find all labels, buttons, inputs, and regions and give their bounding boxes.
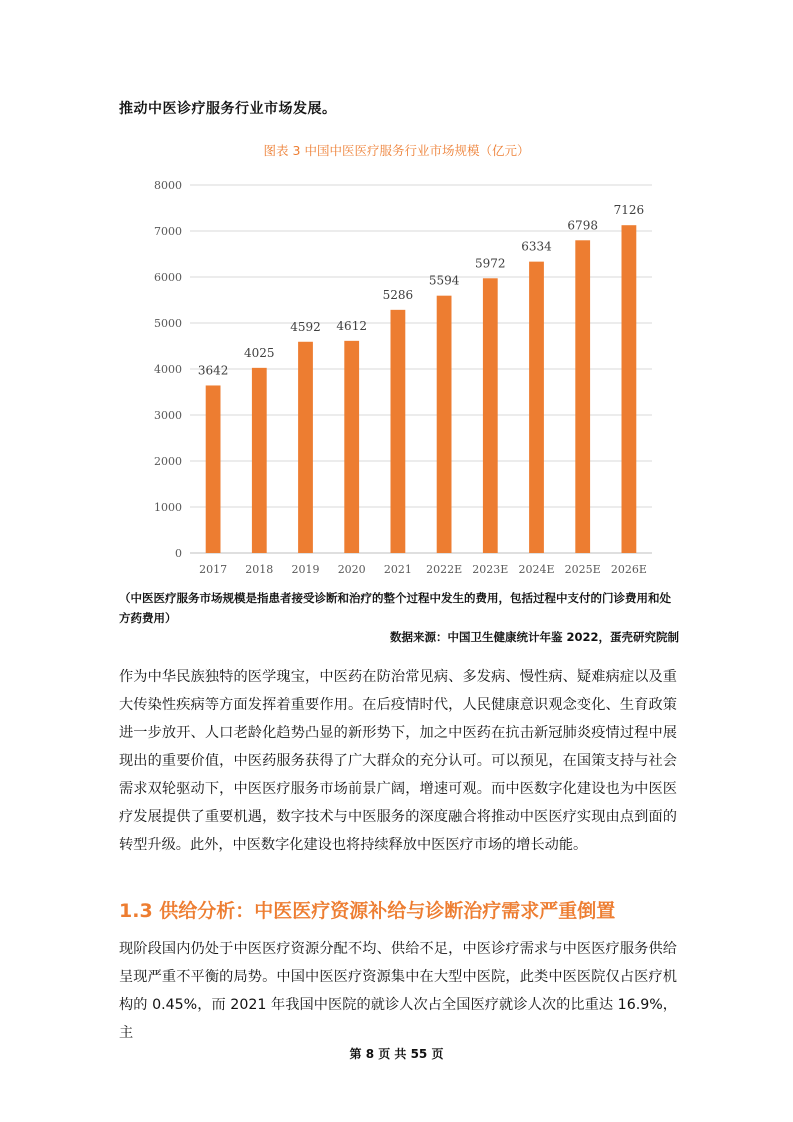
x-tick-label: 2023E: [472, 563, 509, 576]
data-label: 5972: [475, 256, 506, 271]
data-label: 4612: [336, 318, 367, 333]
bar: [344, 341, 359, 553]
y-tick-label: 2000: [154, 455, 182, 468]
bar: [575, 240, 590, 553]
section-heading: 1.3 供给分析：中医医疗资源补给与诊断治疗需求严重倒置: [119, 900, 616, 922]
data-label: 6334: [521, 239, 552, 254]
y-tick-label: 1000: [154, 501, 182, 514]
bar: [298, 342, 313, 553]
x-tick-label: 2019: [291, 563, 320, 576]
x-tick-label: 2022E: [426, 563, 463, 576]
figure-source: 数据来源：中国卫生健康统计年鉴 2022，蛋壳研究院制: [389, 630, 679, 644]
x-tick-label: 2024E: [518, 563, 555, 576]
bar: [391, 310, 406, 553]
data-label: 6798: [567, 218, 598, 233]
bar: [483, 278, 498, 553]
bar: [206, 385, 221, 553]
bar: [529, 262, 544, 553]
intro-line: 推动中医诊疗服务行业市场发展。: [119, 101, 337, 117]
y-tick-label: 6000: [154, 271, 182, 284]
y-tick-label: 3000: [154, 409, 182, 422]
bar: [622, 225, 637, 553]
data-label: 7126: [613, 203, 645, 218]
x-tick-label: 2018: [245, 563, 274, 576]
x-tick-label: 2026E: [610, 563, 647, 576]
y-tick-label: 7000: [154, 225, 182, 238]
x-tick-label: 2025E: [564, 563, 601, 576]
page-footer: 第 8 页 共 55 页: [349, 1047, 444, 1061]
bar: [437, 296, 452, 553]
y-tick-label: 4000: [154, 363, 182, 376]
figure-note: （中医医疗服务市场规模是指患者接受诊断和治疗的整个过程中发生的费用，包括过程中支付的门诊费用和处方药费用）: [119, 591, 671, 625]
figure-caption: 图表 3 中国中医医疗服务行业市场规模（亿元）: [263, 143, 530, 158]
data-label: 3642: [197, 363, 229, 378]
bar-chart: [110, 170, 670, 580]
data-label: 4025: [244, 345, 275, 360]
data-label: 5286: [382, 287, 414, 302]
data-label: 5594: [428, 273, 460, 288]
x-tick-label: 2017: [199, 563, 228, 576]
x-tick-label: 2021: [383, 563, 412, 576]
bar: [252, 368, 267, 553]
y-tick-label: 5000: [154, 317, 182, 330]
data-label: 4592: [290, 319, 321, 334]
body-paragraph-2: 现阶段国内仍处于中医医疗资源分配不均、供给不足，中医诊疗需求与中医医疗服务供给呈现严重不平衡的局势。中国中医医疗资源集中在大型中医院，此类中医医院仅占医疗机构的 0.45%，而 2021 年我国中医院的就诊人次占全国医疗就诊人次的比重达 16.9%，主: [119, 941, 677, 1041]
body-paragraph-1: 作为中华民族独特的医学瑰宝，中医药在防治常见病、多发病、慢性病、疑难病症以及重大传染性疾病等方面发挥着重要作用。在后疫情时代，人民健康意识观念变化、生育政策进一步放开、人口老龄化趋势凸显的新形势下，加之中医药在抗击新冠肺炎疫情过程中展现出的重要价值，中医药服务获得了广大群众的充分认可。可以预见，在国策支持与社会需求双轮驱动下，中医医疗服务市场前景广阔，增速可观。而中医数字化建设也为中医医疗发展提供了重要机遇，数字技术与中医服务的深度融合将推动中医医疗实现由点到面的转型升级。此外，中医数字化建设也将持续释放中医医疗市场的增长动能。: [119, 669, 677, 853]
x-tick-label: 2020: [337, 563, 366, 576]
y-tick-label: 8000: [154, 179, 182, 192]
y-tick-label: 0: [175, 547, 182, 560]
